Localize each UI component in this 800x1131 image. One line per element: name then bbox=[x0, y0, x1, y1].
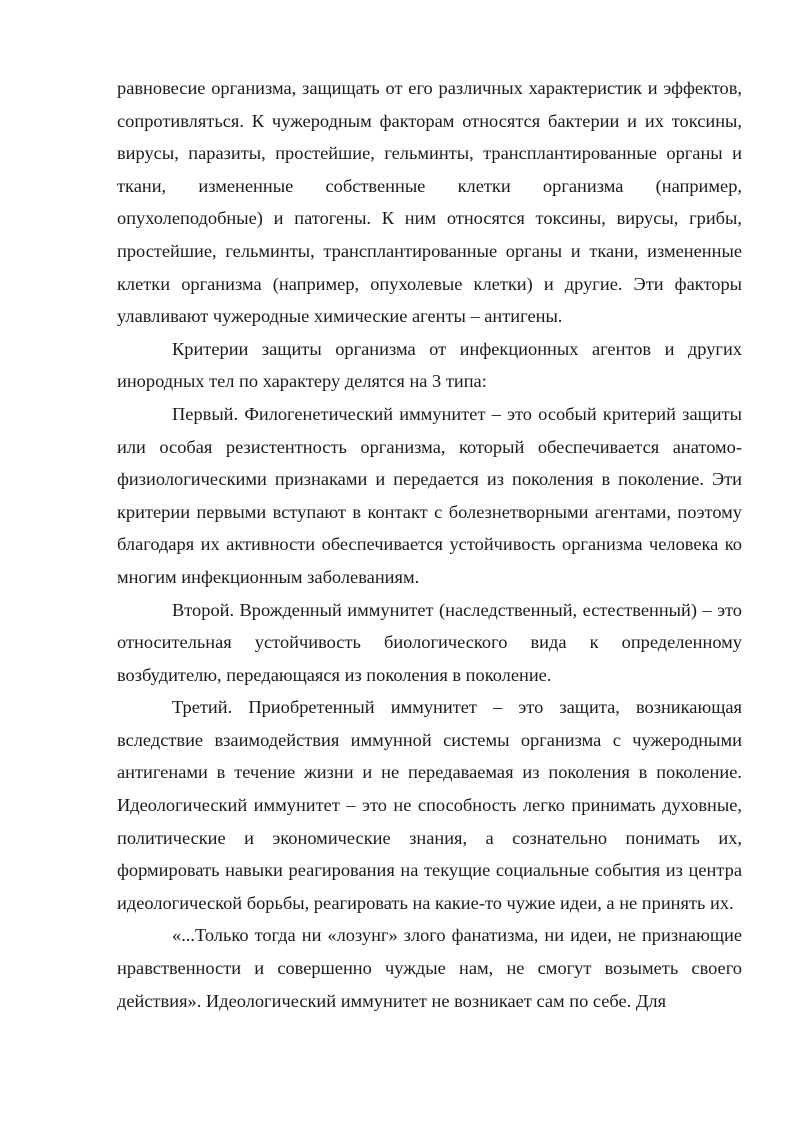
paragraph-3: Первый. Филогенетический иммунитет – это особый критерий защиты или особая резистентность организма, который обеспечивается анатомо-физиологическими признаками и передается из поколения в поколение. Эти критерии первыми вступают в контакт с болезнетворными агентами, поэтому благодаря их активности обеспечивается устойчивость организма человека ко многим инфекционным заболеваниям. bbox=[117, 403, 742, 587]
paragraph-5: Третий. Приобретенный иммунитет – это защита, возникающая вследствие взаимодействия иммунной системы организма с чужеродными антигенами в течение жизни и не передаваемая из поколения в поколение. Идеологический иммунитет – это не способность легко принимать духовные, политические и экономические знания, а сознательно понимать их, формировать навыки реагирования на текущие социальные события из центра идеологической борьбы, реагировать на какие-то чужие идеи, а не принять их. bbox=[117, 697, 742, 913]
paragraph-1: равновесие организма, защищать от его различных характеристик и эффектов, сопротивляться. К чужеродным факторам относятся бактерии и их токсины, вирусы, паразиты, простейшие, гельминты, трансплантированные органы и ткани, измененные собственные клетки организма (например, опухолеподобные) и патогены. К ним относятся токсины, вирусы, грибы, простейшие, гельминты, трансплантированные органы и ткани, измененные клетки организма (например, опухолевые клетки) и другие. Эти факторы улавливают чужеродные химические агенты – антигены. bbox=[117, 78, 742, 327]
paragraph-6: «...Только тогда ни «лозунг» злого фанатизма, ни идеи, не признающие нравственности и совершенно чуждые нам, не смогут возыметь своего действия». Идеологический иммунитет не возникает сам по себе. Для bbox=[117, 925, 742, 1011]
paragraph-4: Второй. Врожденный иммунитет (наследственный, естественный) – это относительная устойчивость биологического вида к определенному возбудителю, передающаяся из поколения в поколение. bbox=[117, 599, 742, 685]
document-body bbox=[117, 72, 742, 1017]
paragraph-2: Критерии защиты организма от инфекционных агентов и других инородных тел по характеру делятся на 3 типа: bbox=[117, 338, 742, 392]
